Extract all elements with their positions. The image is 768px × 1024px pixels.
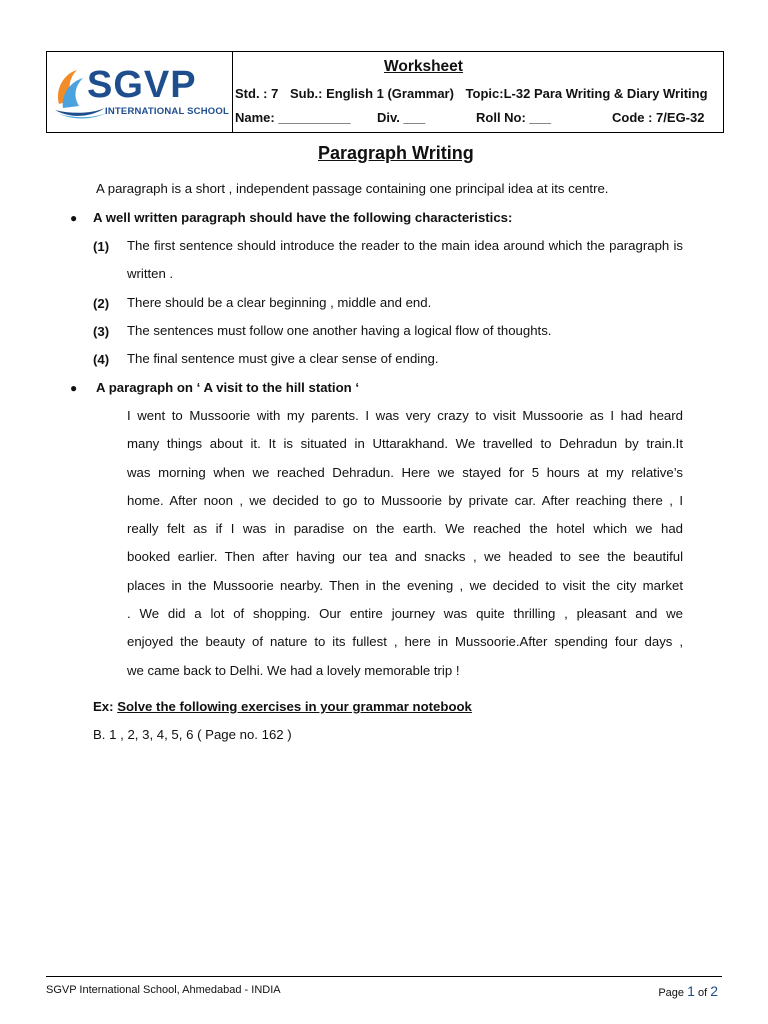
subject-field: Sub.: English 1 (Grammar) bbox=[289, 86, 454, 101]
paragraph-line: many things about it. It is situated in Uttarakhand. We travelled to Dehradun by train.It bbox=[127, 436, 683, 452]
page-word: Page bbox=[658, 987, 685, 999]
intro-text: A paragraph is a short , independent passage containing one principal idea at its centre. bbox=[96, 181, 609, 196]
paragraph-line: enjoyed the beauty of nature to its fullest , here in Mussoorie.After spending four days , bbox=[127, 634, 683, 650]
exercise-label: Ex: bbox=[93, 699, 114, 714]
of-word: of bbox=[697, 987, 708, 999]
item-number: (2) bbox=[93, 296, 110, 311]
topic-field: Topic:L-32 Para Writing & Diary Writing bbox=[465, 86, 708, 101]
div-field: Div. ___ bbox=[377, 110, 426, 125]
page-title: Paragraph Writing bbox=[318, 143, 474, 163]
characteristic-item: There should be a clear beginning , middle and end. bbox=[127, 295, 432, 310]
code-field: Code : 7/EG-32 bbox=[612, 110, 705, 125]
example-heading: A paragraph on ‘ A visit to the hill station ‘ bbox=[96, 380, 360, 395]
paragraph-line: really felt as if I was in paradise on the earth. We reached the hotel which we had bbox=[127, 521, 683, 537]
page-number: 1 bbox=[687, 983, 695, 999]
paragraph-line: we came back to Delhi. We had a lovely memorable trip ! bbox=[127, 662, 460, 678]
logo-school-name: INTERNATIONAL SCHOOL bbox=[105, 106, 229, 117]
footer-school: SGVP International School, Ahmedabad - INDIA bbox=[46, 984, 281, 996]
characteristic-item: The sentences must follow one another having a logical flow of thoughts. bbox=[127, 323, 552, 338]
item-number: (4) bbox=[93, 352, 110, 367]
footer-divider bbox=[46, 976, 722, 977]
item-number: (1) bbox=[93, 239, 110, 254]
worksheet-info-line1 bbox=[235, 86, 716, 101]
name-field: Name: __________ bbox=[235, 110, 351, 125]
page-indicator bbox=[658, 983, 718, 999]
exercise-text: Solve the following exercises in your grammar notebook bbox=[117, 699, 472, 714]
logo-wordmark: SGVP bbox=[87, 64, 197, 106]
bullet-icon: ● bbox=[70, 381, 78, 395]
paragraph-line: places in the Mussoorie nearby. Then in the evening , we decided to visit the city market bbox=[127, 577, 683, 593]
page-total: 2 bbox=[710, 983, 718, 999]
bullet-icon: ● bbox=[70, 211, 78, 225]
item-number: (3) bbox=[93, 324, 110, 339]
roll-field: Roll No: ___ bbox=[476, 110, 552, 125]
exercise-list: B. 1 , 2, 3, 4, 5, 6 ( Page no. 162 ) bbox=[93, 727, 292, 742]
std-field: Std. : 7 bbox=[235, 86, 279, 101]
exercise-instruction bbox=[93, 699, 472, 714]
characteristic-item: The final sentence must give a clear sense of ending. bbox=[127, 351, 439, 366]
paragraph-line: booked earlier. Then after having our tea and snacks , we headed to see the beautiful bbox=[127, 549, 683, 565]
worksheet-title: Worksheet bbox=[384, 58, 463, 75]
paragraph-line: I went to Mussoorie with my parents. I was very crazy to visit Mussoorie as I had heard bbox=[127, 408, 683, 423]
characteristics-heading: A well written paragraph should have the following characteristics: bbox=[93, 210, 513, 225]
paragraph-line: was morning when we reached Dehradun. Here we stayed for 5 hours at my relative’s bbox=[127, 464, 683, 480]
characteristic-item: The first sentence should introduce the reader to the main idea around which the paragraph is written . bbox=[127, 238, 683, 282]
paragraph-line: . We did a lot of shopping. Our entire journey was quite thrilling , pleasant and we bbox=[127, 606, 683, 622]
paragraph-line: home. After noon , we decided to go to Mussoorie by private car. After reaching there , I bbox=[127, 492, 683, 508]
example-paragraph bbox=[127, 402, 683, 685]
